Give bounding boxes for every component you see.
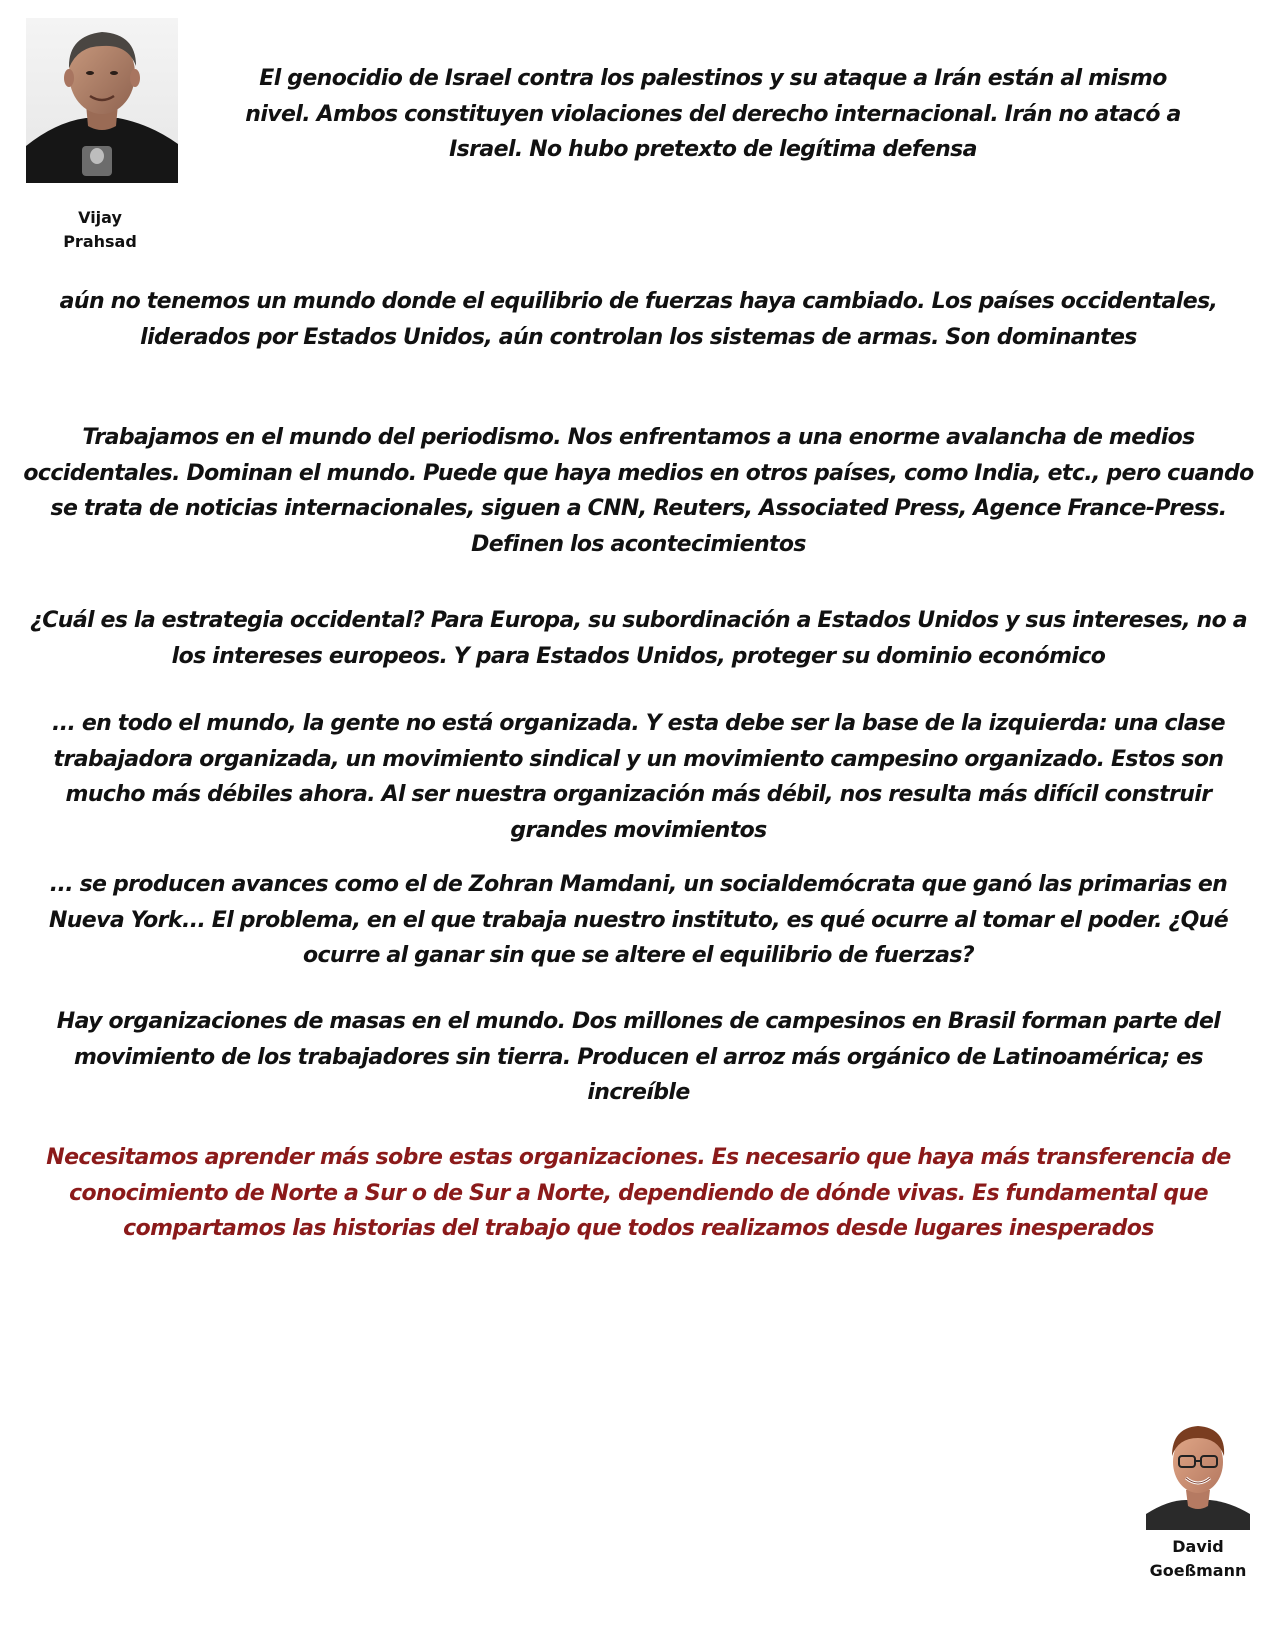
quote-7: Hay organizaciones de masas en el mundo. Dos millones de campesinos en Brasil forman parte del movimiento de los trabajadores sin tierra. Producen el arroz más orgánico de Latinoamérica; es increíble — [56, 1009, 1221, 1105]
quote-1: El genocidio de Israel contra los palestinos y su ataque a Irán están al mismo nivel. Ambos constituyen violaciones del derecho internacional. Irán no atacó a Israel. No hubo pretexto de legítima defensa — [245, 66, 1181, 162]
quote-6: ... se producen avances como el de Zohran Mamdani, un socialdemócrata que ganó las primarias en Nueva York... El problema, en el que trabaja nuestro instituto, es qué ocurre al tomar el poder. ¿Qué ocurre al ganar sin que se altere el equilibrio de fuerzas? — [48, 872, 1229, 968]
person-name — [1136, 1535, 1260, 1583]
quote-8-highlight: Necesitamos aprender más sobre estas organizaciones. Es necesario que haya más transferencia de conocimiento de Norte a Sur o de Sur a Norte, dependiendo de dónde vivas. Es fundamental que compartamos las historias del trabajo que todos realizamos desde lugares inesperados — [46, 1145, 1231, 1241]
quote-2: aún no tenemos un mundo donde el equilibrio de fuerzas haya cambiado. Los países occidentales, liderados por Estados Unidos, aún controlan los sistemas de armas. Son dominantes — [59, 289, 1218, 350]
quote-3: Trabajamos en el mundo del periodismo. Nos enfrentamos a una enorme avalancha de medios occidentales. Dominan el mundo. Puede que haya medios en otros países, como India, etc., pero cuando se trata de noticias internacionales, siguen a CNN, Reuters, Associated Press, Agence France-Press. Definen los acontecimientos — [23, 425, 1254, 557]
person-name — [50, 206, 150, 254]
portrait-photo-icon — [26, 18, 178, 183]
portrait-photo-icon — [1146, 1416, 1250, 1530]
person-name-last: Goeßmann — [1149, 1561, 1247, 1580]
quote-5: ... en todo el mundo, la gente no está organizada. Y esta debe ser la base de la izquierda: una clase trabajadora organizada, un movimiento sindical y un movimiento campesino organizado. Estos son mucho más débiles ahora. Al ser nuestra organización más débil, nos resulta más difícil construir grandes movimientos — [52, 711, 1225, 843]
person-name-first: Vijay — [78, 208, 122, 227]
person-name-last: Prahsad — [63, 232, 137, 251]
quote-4: ¿Cuál es la estrategia occidental? Para Europa, su subordinación a Estados Unidos y sus intereses, no a los intereses europeos. Y para Estados Unidos, proteger su dominio económico — [30, 608, 1247, 669]
person-name-first: David — [1172, 1537, 1224, 1556]
